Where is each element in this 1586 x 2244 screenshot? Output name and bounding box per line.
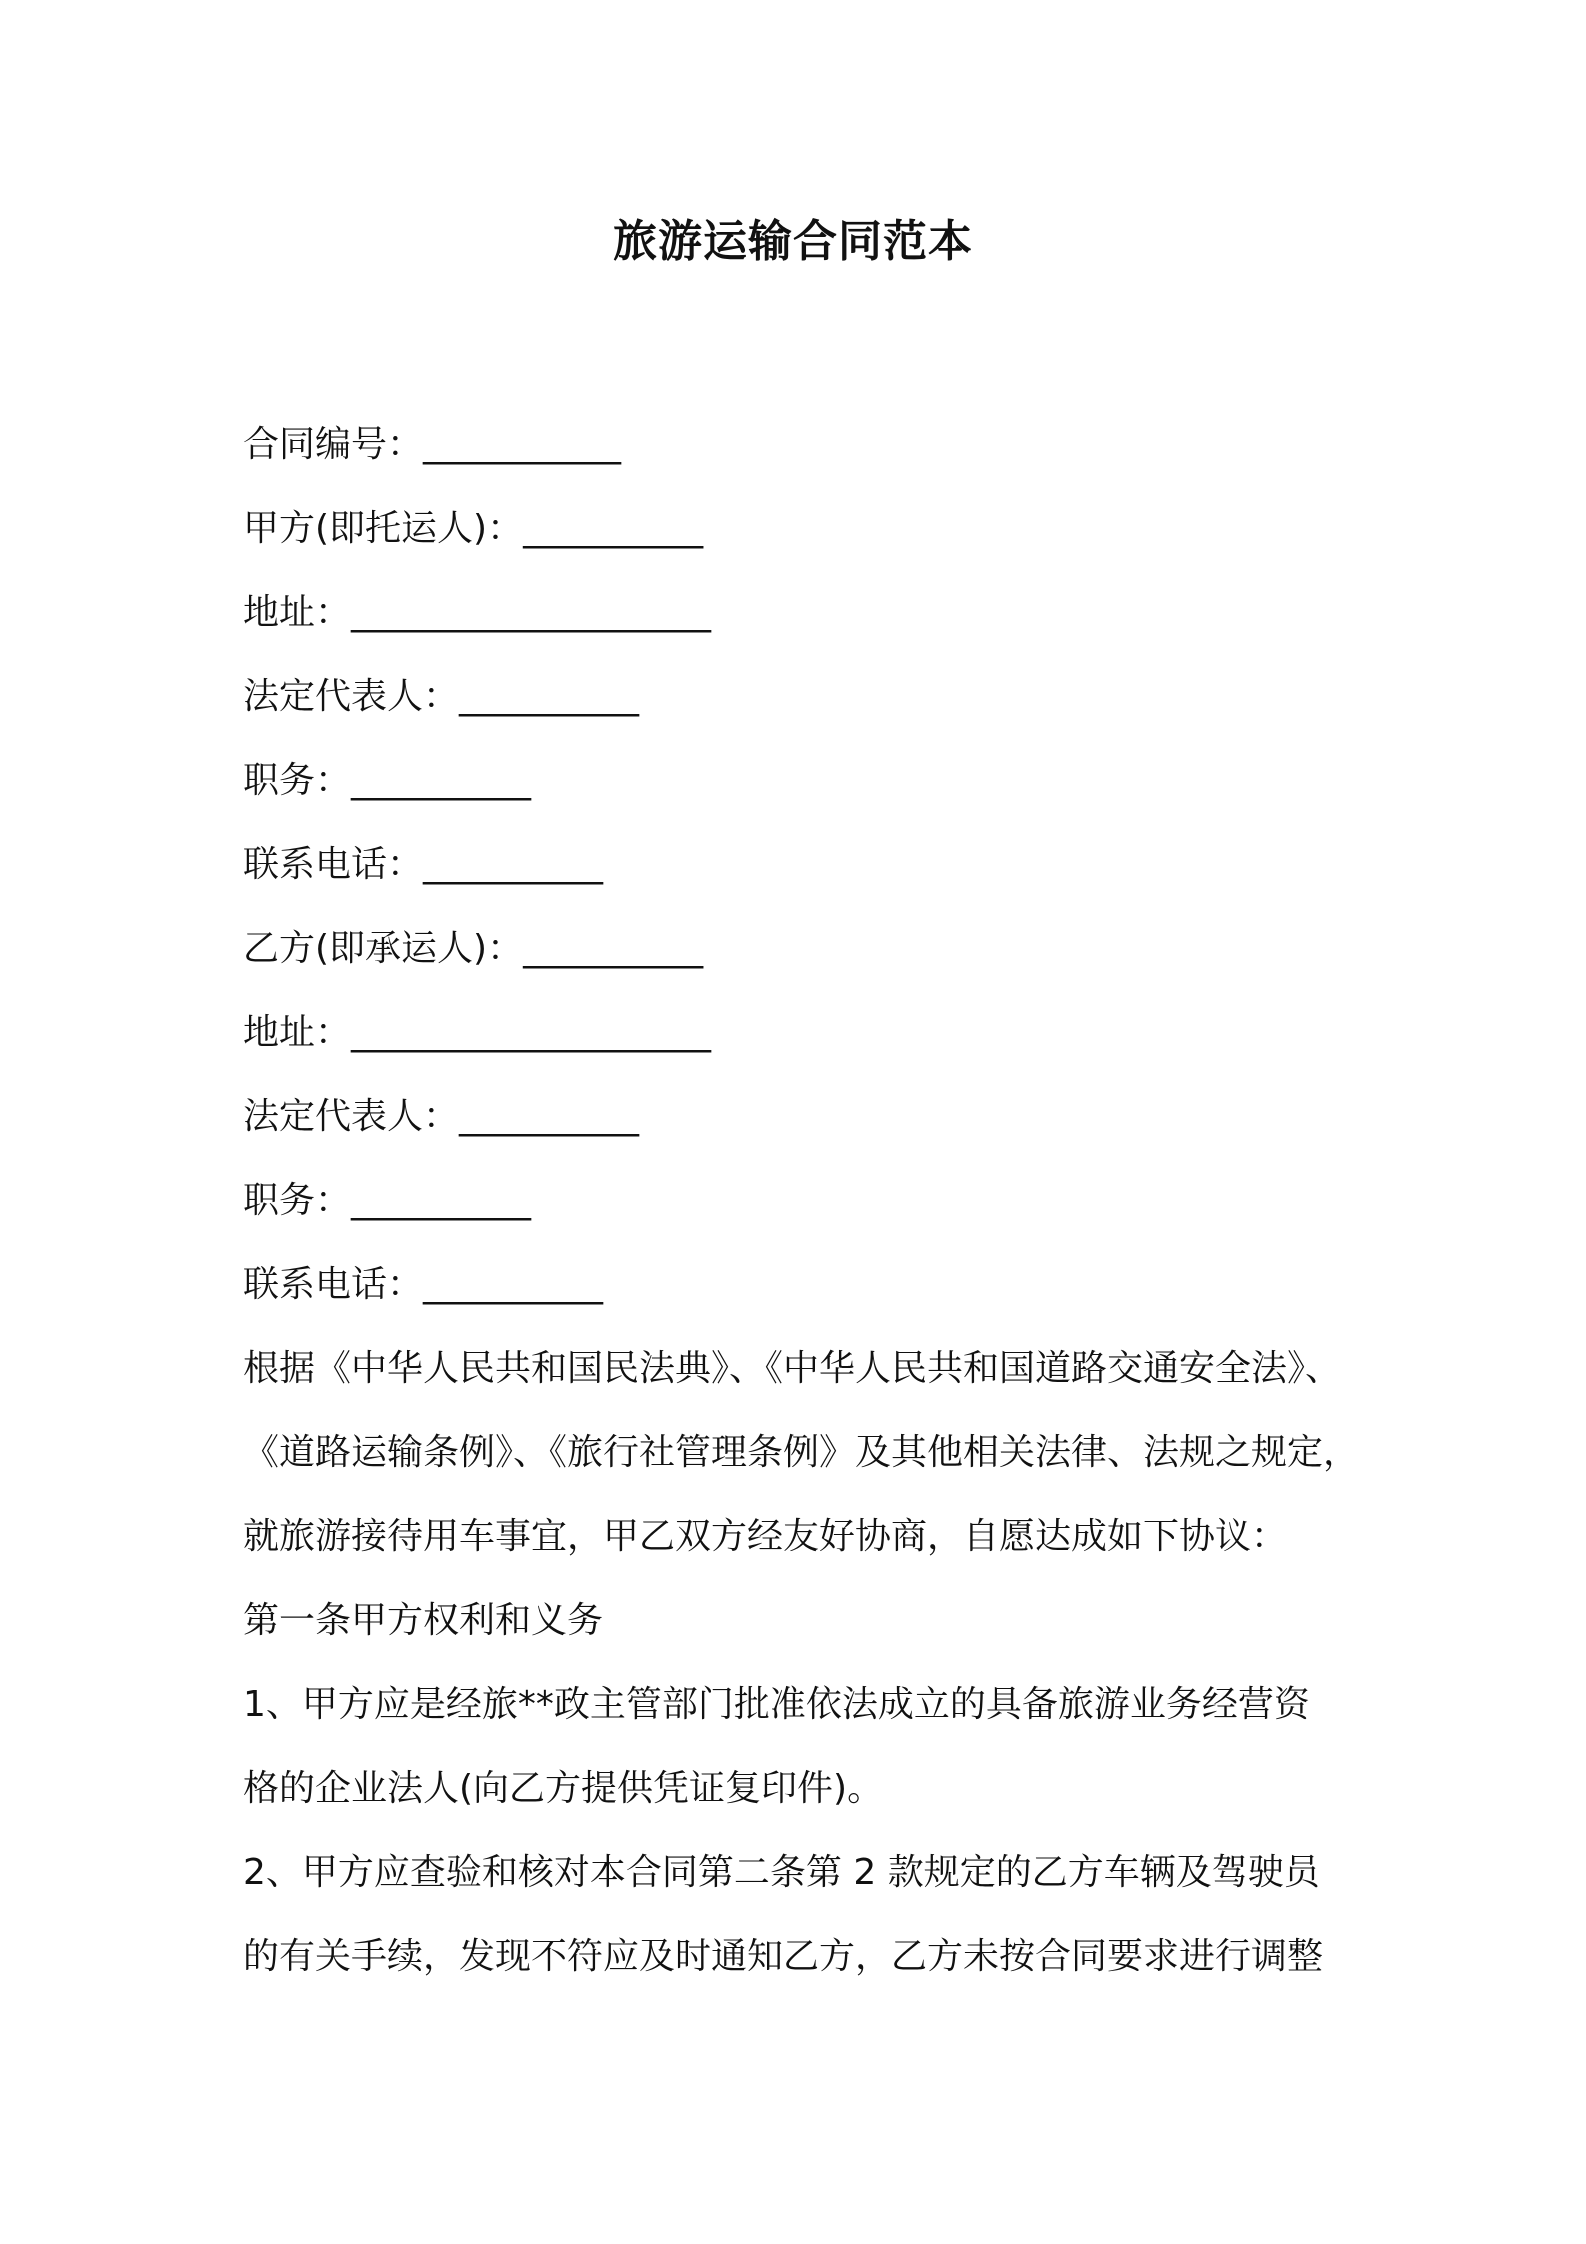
- preamble-line: 根据《中华人民共和国民法典》、《中华人民共和国道路交通安全法》、: [243, 1348, 1342, 1389]
- field-party-b-representative: [243, 1075, 1373, 1159]
- field-label: 联系电话：: [243, 1264, 424, 1305]
- field-party-a-representative: [243, 655, 1373, 739]
- field-label: 职务：: [243, 1180, 352, 1221]
- field-blank: ____________________: [351, 592, 712, 633]
- field-label: 地址：: [243, 592, 352, 633]
- field-blank: __________: [523, 928, 704, 969]
- clause-line: 2、甲方应查验和核对本合同第二条第 2 款规定的乙方车辆及驾驶员: [243, 1852, 1320, 1893]
- field-blank: __________: [523, 508, 704, 549]
- field-party-a-phone: [243, 823, 1373, 907]
- field-blank: ___________: [423, 424, 622, 465]
- field-party-b: [243, 907, 1373, 991]
- field-label: 联系电话：: [243, 844, 424, 885]
- field-party-a-address: [243, 571, 1373, 655]
- field-blank: ____________________: [351, 1012, 712, 1053]
- field-label: 地址：: [243, 1012, 352, 1053]
- field-label: 乙方(即承运人)：: [243, 928, 524, 969]
- field-blank: __________: [423, 844, 604, 885]
- field-blank: __________: [423, 1264, 604, 1305]
- field-blank: __________: [459, 676, 640, 717]
- field-blank: __________: [459, 1096, 640, 1137]
- field-party-a: [243, 487, 1373, 571]
- field-label: 职务：: [243, 760, 352, 801]
- field-label: 法定代表人：: [243, 1096, 460, 1137]
- field-contract-number: [243, 403, 1373, 487]
- section-heading: 第一条甲方权利和义务: [243, 1600, 604, 1641]
- preamble-line: 《道路运输条例》、《旅行社管理条例》及其他相关法律、法规之规定，: [243, 1432, 1360, 1473]
- field-party-b-address: [243, 991, 1373, 1075]
- document-title: 旅游运输合同范本: [613, 216, 973, 267]
- field-blank: __________: [351, 1180, 532, 1221]
- preamble-line: 就旅游接待用车事宜，甲乙双方经友好协商，自愿达成如下协议：: [243, 1516, 1288, 1557]
- field-label: 合同编号：: [243, 424, 424, 465]
- field-blank: __________: [351, 760, 532, 801]
- clause-line: 的有关手续，发现不符应及时通知乙方，乙方未按合同要求进行调整: [243, 1936, 1324, 1977]
- document-body: [243, 403, 1373, 1999]
- field-party-b-phone: [243, 1243, 1373, 1327]
- field-label: 法定代表人：: [243, 676, 460, 717]
- field-party-a-position: [243, 739, 1373, 823]
- clause-line: 1、甲方应是经旅**政主管部门批准依法成立的具备旅游业务经营资: [243, 1684, 1310, 1725]
- field-label: 甲方(即托运人)：: [243, 508, 524, 549]
- field-party-b-position: [243, 1159, 1373, 1243]
- clause-line: 格的企业法人(向乙方提供凭证复印件)。: [243, 1768, 884, 1809]
